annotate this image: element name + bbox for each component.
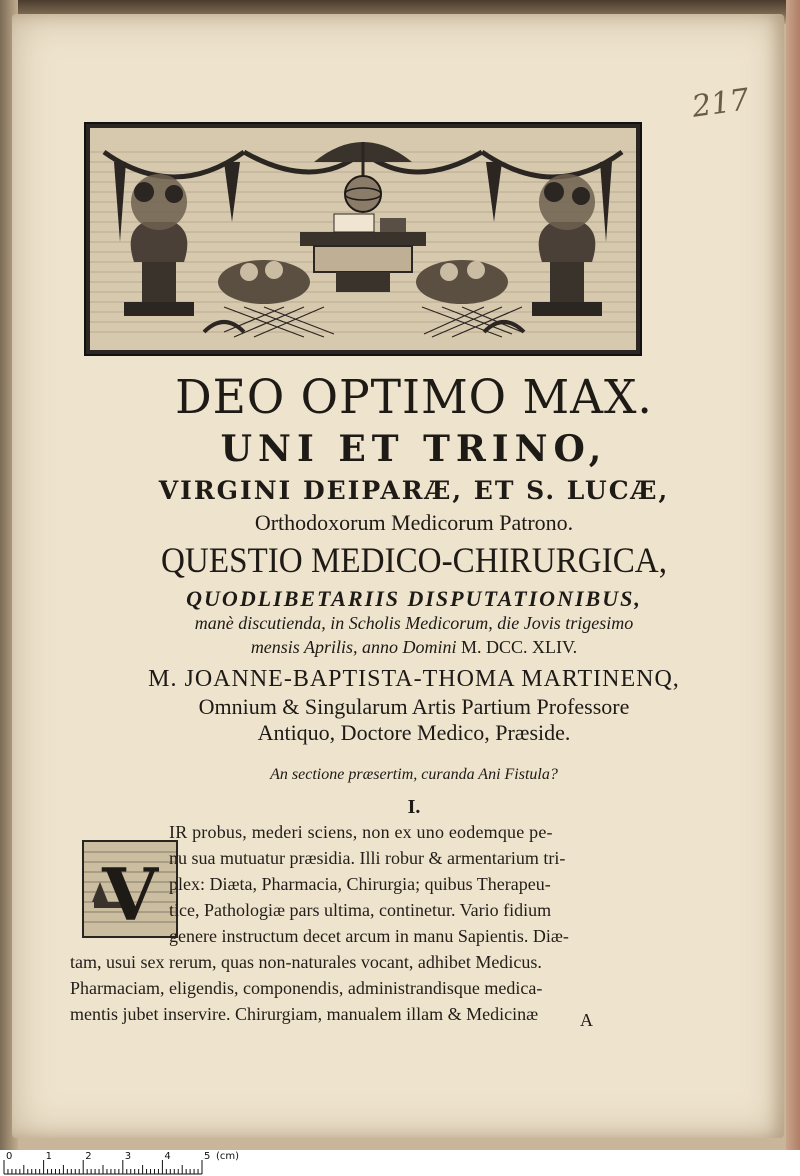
body-line: tice, Pathologiæ pars ultima, continetur. Vario fidium	[169, 900, 552, 920]
scale-ruler	[0, 1150, 800, 1176]
question-line-3-italic: mensis Aprilis, anno Domini	[250, 637, 457, 657]
body-line: plex: Diæta, Pharmacia, Chirurgia; quibus Therapeu-	[169, 874, 551, 894]
folio-number: 217	[689, 82, 752, 125]
ruler-label: 2	[85, 1151, 92, 1162]
book-page	[12, 14, 784, 1138]
praeses-line-3: Antiquo, Doctore Medico, Præside.	[257, 720, 571, 745]
body-line: Pharmaciam, eligendis, componendis, administrandisque medica-	[70, 978, 543, 998]
ruler-label: 5	[204, 1151, 211, 1162]
body-line: mentis jubet inservire. Chirurgiam, manualem illam & Medicinæ	[70, 1004, 539, 1024]
drop-cap-initial	[82, 840, 178, 938]
question-heading: QUESTIO MEDICO-CHIRURGICA,	[160, 540, 667, 580]
praeses-name: M. JOANNE-BAPTISTA-THOMA MARTINENQ,	[148, 666, 680, 692]
ruler-label: 0	[6, 1151, 13, 1162]
dedication-line-2: UNI ET TRINO,	[220, 428, 608, 470]
section-number: I.	[407, 796, 421, 818]
dedication-line-3: VIRGINI DEIPARÆ, ET S. LUCÆ,	[158, 476, 670, 505]
question-line-3	[58, 637, 770, 658]
book-right-edge	[786, 0, 800, 1150]
drop-cap-letter: V	[102, 852, 158, 936]
question-line-1: QUODLIBETARIIS DISPUTATIONIBUS,	[186, 586, 642, 611]
body-line: tam, usui sex rerum, quas non-naturales vocant, adhibet Medicus.	[70, 952, 542, 972]
dedication-line-4: Orthodoxorum Medicorum Patrono.	[254, 510, 574, 535]
praeses-line-2: Omnium & Singularum Artis Partium Professore	[198, 694, 630, 719]
ruler-unit: (cm)	[216, 1151, 240, 1162]
question-line-2: manè discutienda, in Scholis Medicorum, die Jovis trigesimo	[194, 613, 634, 633]
ruler-label: 4	[164, 1151, 171, 1162]
thesis-question: An sectione præsertim, curanda Ani Fistula?	[270, 766, 558, 783]
ruler-label: 3	[124, 1151, 132, 1162]
body-line: IR probus, mederi sciens, non ex uno eodemque pe-	[169, 822, 553, 842]
ruler-label: 1	[45, 1151, 52, 1162]
body-line: genere instructum decet arcum in manu Sapientis. Diæ-	[169, 926, 569, 946]
body-line: nu sua mutuatur præsidia. Illi robur & armentarium tri-	[169, 848, 566, 868]
dedication-line-1: DEO OPTIMO MAX.	[175, 370, 653, 425]
signature-mark: A	[580, 1010, 593, 1030]
question-line-3-date: M. DCC. XLIV.	[461, 637, 578, 657]
